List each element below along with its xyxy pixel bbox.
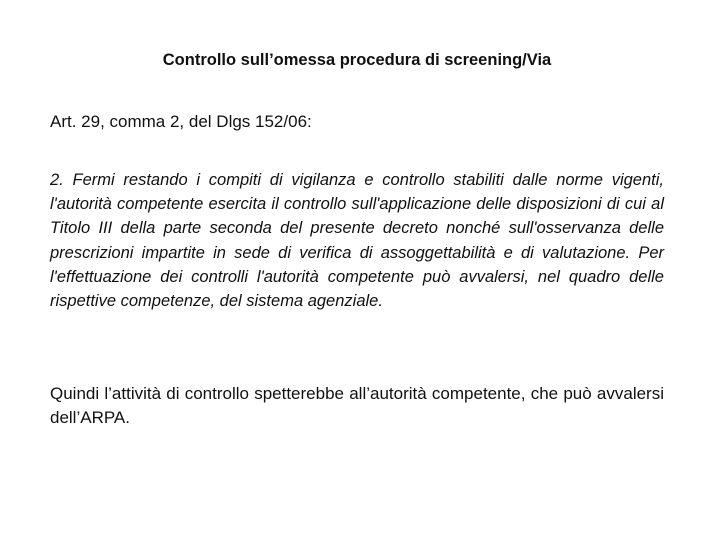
slide-title: Controllo sull’omessa procedura di screening/Via [162,51,552,69]
legal-reference: Art. 29, comma 2, del Dlgs 152/06: [50,112,312,131]
quoted-article-text: 2. Fermi restando i compiti di vigilanza e controllo stabiliti dalle norme vigenti, l'autorità competente esercita il controllo sull'applicazione delle disposizioni di cui al Titolo III della parte seconda del presente decreto nonché sull'osservanza delle prescrizioni impartite in sede di verifica di assoggettabilità e di valutazione. Per l'effettuazione dei controlli l'autorità competente può avvalersi, nel quadro delle rispettive competenze, del sistema agenziale. [50,171,664,311]
conclusion-text: Quindi l’attività di controllo spetterebbe all’autorità competente, che può avvalersi dell’ARPA. [50,384,664,427]
